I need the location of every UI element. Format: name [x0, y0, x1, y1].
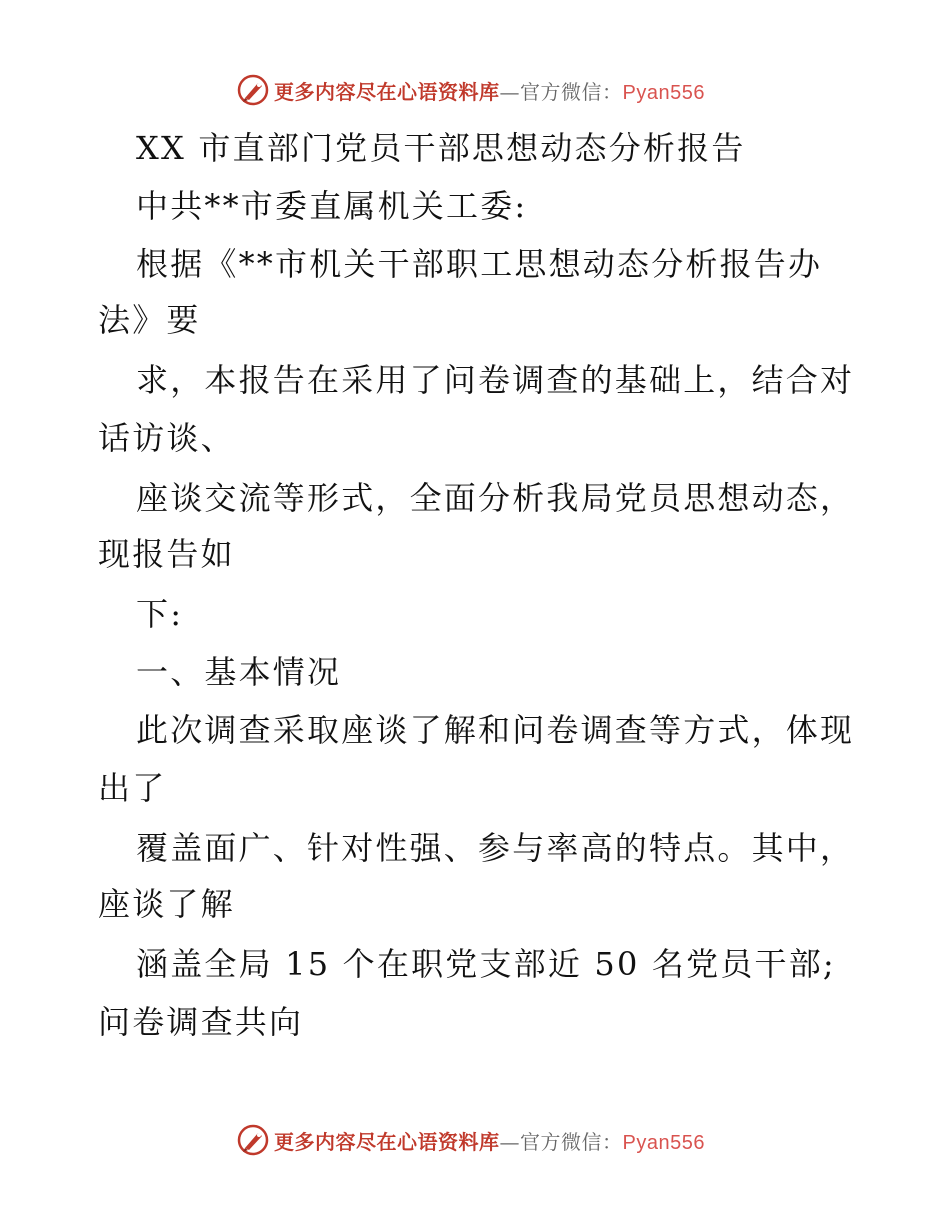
paragraph-line: 根据《**市机关干部职工思想动态分析报告办 — [136, 245, 823, 283]
watermark-text — [274, 1126, 705, 1155]
paragraph-line: 座谈交流等形式，全面分析我局党员思想动态， — [136, 479, 855, 517]
section-line: 问卷调查共向 — [98, 1003, 304, 1041]
watermark-account: Pyan556 — [622, 1131, 705, 1154]
section-heading: 一、基本情况 — [136, 653, 342, 691]
watermark-text — [274, 76, 705, 105]
section-line: 座谈了解 — [98, 885, 235, 923]
watermark-official-label: 官方微信： — [520, 79, 623, 104]
watermark-dash: — — [499, 1129, 520, 1154]
document-title: XX 市直部门党员干部思想动态分析报告 — [136, 129, 746, 167]
pen-logo-icon — [236, 1123, 270, 1157]
footer-watermark — [236, 1123, 705, 1157]
header-watermark — [236, 73, 705, 107]
watermark-official-label: 官方微信： — [520, 1129, 623, 1154]
paragraph-line: 现报告如 — [98, 535, 235, 573]
section-line: 涵盖全局 15 个在职党支部近 50 名党员干部; — [136, 945, 836, 983]
watermark-dash: — — [499, 79, 520, 104]
watermark-site-text: 更多内容尽在心语资料库 — [274, 79, 500, 104]
watermark-site-text: 更多内容尽在心语资料库 — [274, 1129, 500, 1154]
paragraph-line: 求，本报告在采用了问卷调查的基础上，结合对 — [136, 361, 855, 399]
pen-logo-icon — [236, 73, 270, 107]
paragraph-line: 话访谈、 — [98, 419, 235, 457]
section-line: 覆盖面广、针对性强、参与率高的特点。其中， — [136, 829, 855, 867]
recipient-line: 中共**市委直属机关工委: — [136, 187, 528, 225]
watermark-account: Pyan556 — [622, 81, 705, 104]
paragraph-line: 下: — [136, 595, 184, 633]
section-line: 此次调查采取座谈了解和问卷调查等方式，体现 — [136, 711, 855, 749]
paragraph-line: 法》要 — [98, 301, 201, 339]
section-line: 出了 — [98, 769, 167, 807]
